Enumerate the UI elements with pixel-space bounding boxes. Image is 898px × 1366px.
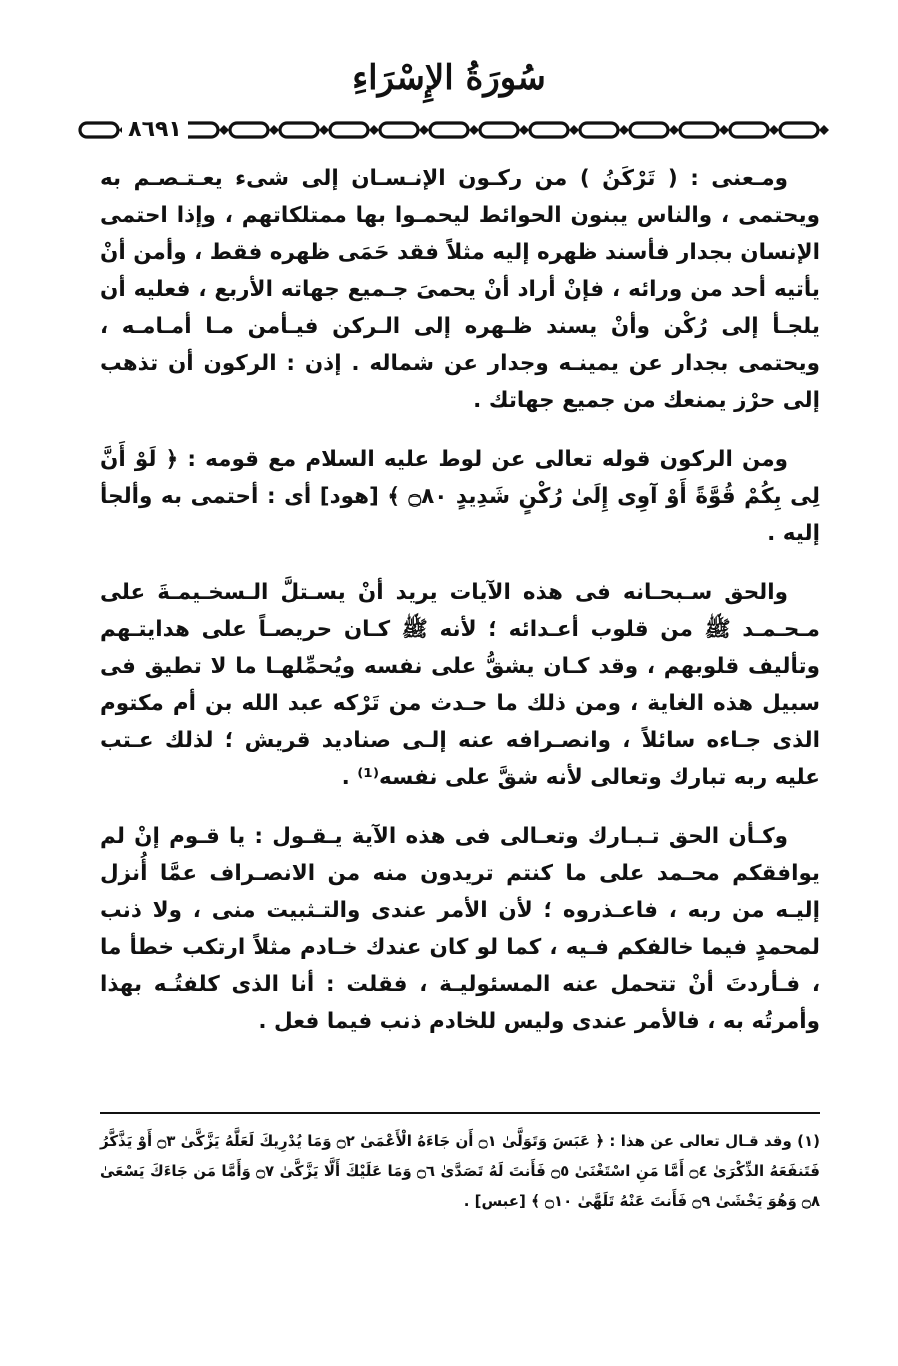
paragraph-3: والحق سـبحـانه فى هذه الآيات يريد أنْ يسـتلَّ الـسخـيمـةَ على مـحـمـد ﷺ من قلوب أعـدائه ؛ لأنه ﷺ كـان حريصـاً على هدايتـهم وتأليف قلوبهم ، وقد كـان يشقُّ على نفسه ويُحمِّلهـا ما لا تطيق فى سبيل هذه الغاية ، ومن ذلك ما حـدث من تَرْكه عبد الله بن أم مكتوم الذى جـاءه سائلاً ، وانصـرافه عنه إلـى صناديد قريش ؛ لذلك عـتب عليه ربه تبارك وتعالى لأنه شقَّ على نفسه⁽¹⁾ . [100, 580, 820, 790]
footnotes [100, 1126, 820, 1216]
chain-ornament-icon [76, 116, 840, 144]
surah-title: سُورَةُ الإِسْرَاءِ [352, 58, 546, 98]
body-text [100, 160, 820, 1062]
paragraph-2: ومن الركون قوله تعالى عن لوط عليه السلام مع قومه : ﴿ لَوْ أَنَّ لِى بِكُمْ قُوَّةً أَوْ آوِى إِلَىٰ رُكْنٍ شَدِيدٍ ۝٨٠ ﴾ [هود] أى : أحتمى به وألجأ إليه . [100, 447, 820, 546]
paragraph-1: ومـعنى : ( تَرْكَنُ ) من ركـون الإنـسـان إلى شىء يعـتـصـم به ويحتمى ، والناس يبنون الحوائط ليحمـوا بها ممتلكاتهم ، وإذا احتمى الإنسان بجدار فأسند ظهره إليه مثلاً فقد حَمَى ظهره فقط ، وأمن أنْ يأتيه أحد من ورائه ، فإنْ أراد أنْ يحمىَ جـميع جهاته الأربع ، فعليه أن يلجـأ إلى رُكْن وأنْ يسند ظـهره إلى الـركن فيـأمن مـا أمـامـه ، ويحتمى بجدار عن يمينـه وجدار عن شماله . إذن : الركون أن تذهب إلى حرْز يمنعك من جميع جهاتك . [100, 166, 820, 413]
paragraph-4: وكـأن الحق تـبـارك وتعـالى فى هذه الآية يـقـول : يا قـوم إنْ لم يوافقكم محـمد على ما كنتم تريدون منه من الانصـراف عمَّا أُنزل إليـه من ربه ، فاعـذروه ؛ لأن الأمر عندى والتـثبيت منى ، ولا ذنب لمحمدٍ فيما خالفكم فـيه ، كما لو كان عندك خـادم مثلاً ارتكب خطأ ما ، فـأردتَ أنْ تتحمل عنه المسئوليـة ، فقلت : أنا الذى كلفتُـه بهذا وأمرتُه به ، فالأمر عندى وليس للخادم ذنب فيما فعل . [100, 824, 820, 1034]
footnote-divider [100, 1112, 820, 1114]
page-number: ٨٦٩١ [122, 116, 188, 144]
footnote-1: (١) وقد قـال تعالى عن هذا : ﴿ عَبَسَ وَتَوَلَّىٰ ۝١ أَن جَاءَهُ الْأَعْمَىٰ ۝٢ وَمَا يُدْرِيكَ لَعَلَّهُ يَزَّكَّىٰ ۝٣ أَوْ يَذَّكَّرُ فَتَنفَعَهُ الذِّكْرَىٰ ۝٤ أَمَّا مَنِ اسْتَغْنَىٰ ۝٥ فَأَنتَ لَهُ تَصَدَّىٰ ۝٦ وَمَا عَلَيْكَ أَلَّا يَزَّكَّىٰ ۝٧ وَأَمَّا مَن جَاءَكَ يَسْعَىٰ ۝٨ وَهُوَ يَخْشَىٰ ۝٩ فَأَنتَ عَنْهُ تَلَهَّىٰ ۝١٠ ﴾ [عبس] . [100, 1132, 820, 1210]
